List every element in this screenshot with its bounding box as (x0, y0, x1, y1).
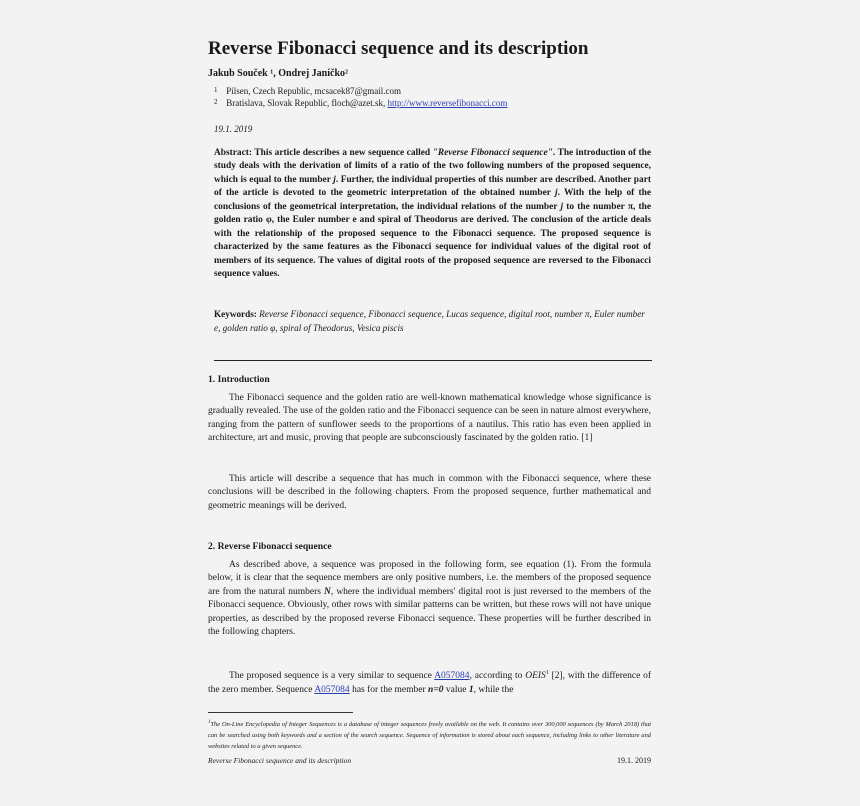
website-link[interactable]: http://www.reversefibonacci.com (387, 98, 508, 108)
paragraph-text: [2], with the difference of the zero member. Sequence (208, 671, 652, 695)
introduction-paragraph-2: This article will describe a sequence that has much in common with the Fibonacci sequence, where these conclusions will be described in the following chapters. From the proposed sequence, further mathematical and geometric meanings will be derived. (208, 474, 651, 511)
paragraph-text: , where the individual members' digital root is just reversed to the members of the Fibonacci sequence. Obviously, other rows with similar patterns can be written, but these rows will not have unique properties, as described by the proposed reverse Fibonacci sequence. These properties will be further described in the following chapters. (208, 586, 651, 638)
oeis-link-a057084[interactable]: A057084 (434, 671, 470, 682)
publication-date: 19.1. 2019 (214, 124, 253, 134)
abstract-text: . With the help of the conclusions of the geometrical interpretation, the individual relations of the number (214, 188, 651, 212)
abstract-text: . Further, the individual properties of this number are described. Another part of the article is devoted to the geometric interpretation of the obtained number (214, 174, 651, 199)
footnote (208, 717, 651, 752)
abstract-text: . The introduction of the study deals with the derivation of limits of a ratio of the two following numbers of the proposed sequence, which is equal to the number (214, 148, 651, 185)
affiliation-number: 1 (214, 86, 218, 94)
natural-numbers-symbol: N (324, 586, 331, 597)
paragraph-text: The proposed sequence is a very similar to sequence (229, 671, 435, 682)
keywords (214, 308, 651, 335)
affiliation-text: Bratislava, Slovak Republic, floch@azet.sk, (226, 98, 388, 108)
keywords-label: Keywords: (214, 309, 257, 319)
paragraph-text: has for the member (349, 684, 429, 695)
footnote-number: 1 (208, 720, 211, 725)
footer-title: Reverse Fibonacci sequence and its description (208, 756, 352, 765)
footnote-divider (208, 712, 353, 713)
paragraph-text: As described above, a sequence was proposed in the following form, see equation (1). From the formula below, it is clear that the sequence members are only positive numbers, i.e. the members of the proposed sequence are from the natural numbers (208, 560, 651, 597)
affiliation-text: Pilsen, Czech Republic, mcsacek87@gmail.com (226, 86, 401, 96)
affiliation-1 (214, 86, 401, 96)
oeis-link-a057084[interactable]: A057084 (314, 684, 350, 695)
affiliation-number: 2 (214, 98, 218, 106)
abstract-term: "Reverse Fibonacci sequence" (432, 148, 553, 158)
section2-paragraph-2 (208, 667, 651, 697)
abstract-symbol-j: j (560, 201, 564, 212)
paragraph-text: , according to (469, 671, 526, 682)
paragraph-text: , while the (473, 684, 514, 695)
abstract-symbol-j: j (333, 174, 336, 185)
footer-date: 19.1. 2019 (617, 756, 651, 765)
paragraph-text: value (443, 684, 469, 695)
section-divider (214, 360, 652, 361)
abstract-text: to the number π, the golden ratio φ, the Euler number e and spiral of Theodorus are derived. The conclusion of the article deals with the relationship of the proposed sequence to the Fibonacci sequence. The proposed sequence is characterized by the same features as the Fibonacci sequence for individual values of the digital root of members of its sequence. The values of digital roots of the proposed sequence are reversed to the Fibonacci sequence values. (214, 201, 652, 280)
section2-paragraph-1 (208, 559, 651, 639)
member-value: 1 (468, 684, 474, 695)
member-index: n=0 (428, 684, 444, 695)
abstract-text: This article describes a new sequence called (252, 148, 433, 158)
abstract-symbol-j: j (554, 188, 558, 199)
footnote-text: The On-Line Encyclopedia of Integer Sequences is a database of integer sequences freely available on the web. It contains over 300,000 sequences (by March 2018) that can be searched using both keywords and a section of the search sequence. Sequence of information is stored about each sequence, including links to other literature and websites related to a given sequence. (208, 721, 651, 751)
footnote-marker: 1 (545, 670, 549, 676)
section-heading-introduction: 1. Introduction (208, 374, 270, 385)
oeis-term: OEIS (525, 671, 546, 682)
abstract-label: Abstract: (214, 148, 253, 158)
affiliation-2 (214, 98, 507, 108)
paper-authors: Jakub Souček ¹, Ondrej Janíčko² (208, 68, 349, 79)
keywords-text: Reverse Fibonacci sequence, Fibonacci sequence, Lucas sequence, digital root, number π, Euler number e, golden ratio φ, spiral of Theodorus, Vesica piscis (214, 309, 645, 333)
section-heading-reverse-fibonacci: 2. Reverse Fibonacci sequence (208, 541, 332, 552)
paper-title: Reverse Fibonacci sequence and its description (208, 38, 589, 59)
abstract (214, 147, 651, 282)
introduction-paragraph-1: The Fibonacci sequence and the golden ratio are well-known mathematical knowledge whose significance is gradually revealed. The use of the golden ratio and the Fibonacci sequence can be seen in nature almost everywhere, ranging from the pattern of sunflower seeds to the proportions of a nautilus. This ratio has even been applied in architecture, art and music, proving that people are subconsciously fascinated by the golden ratio. [1] (208, 393, 651, 444)
